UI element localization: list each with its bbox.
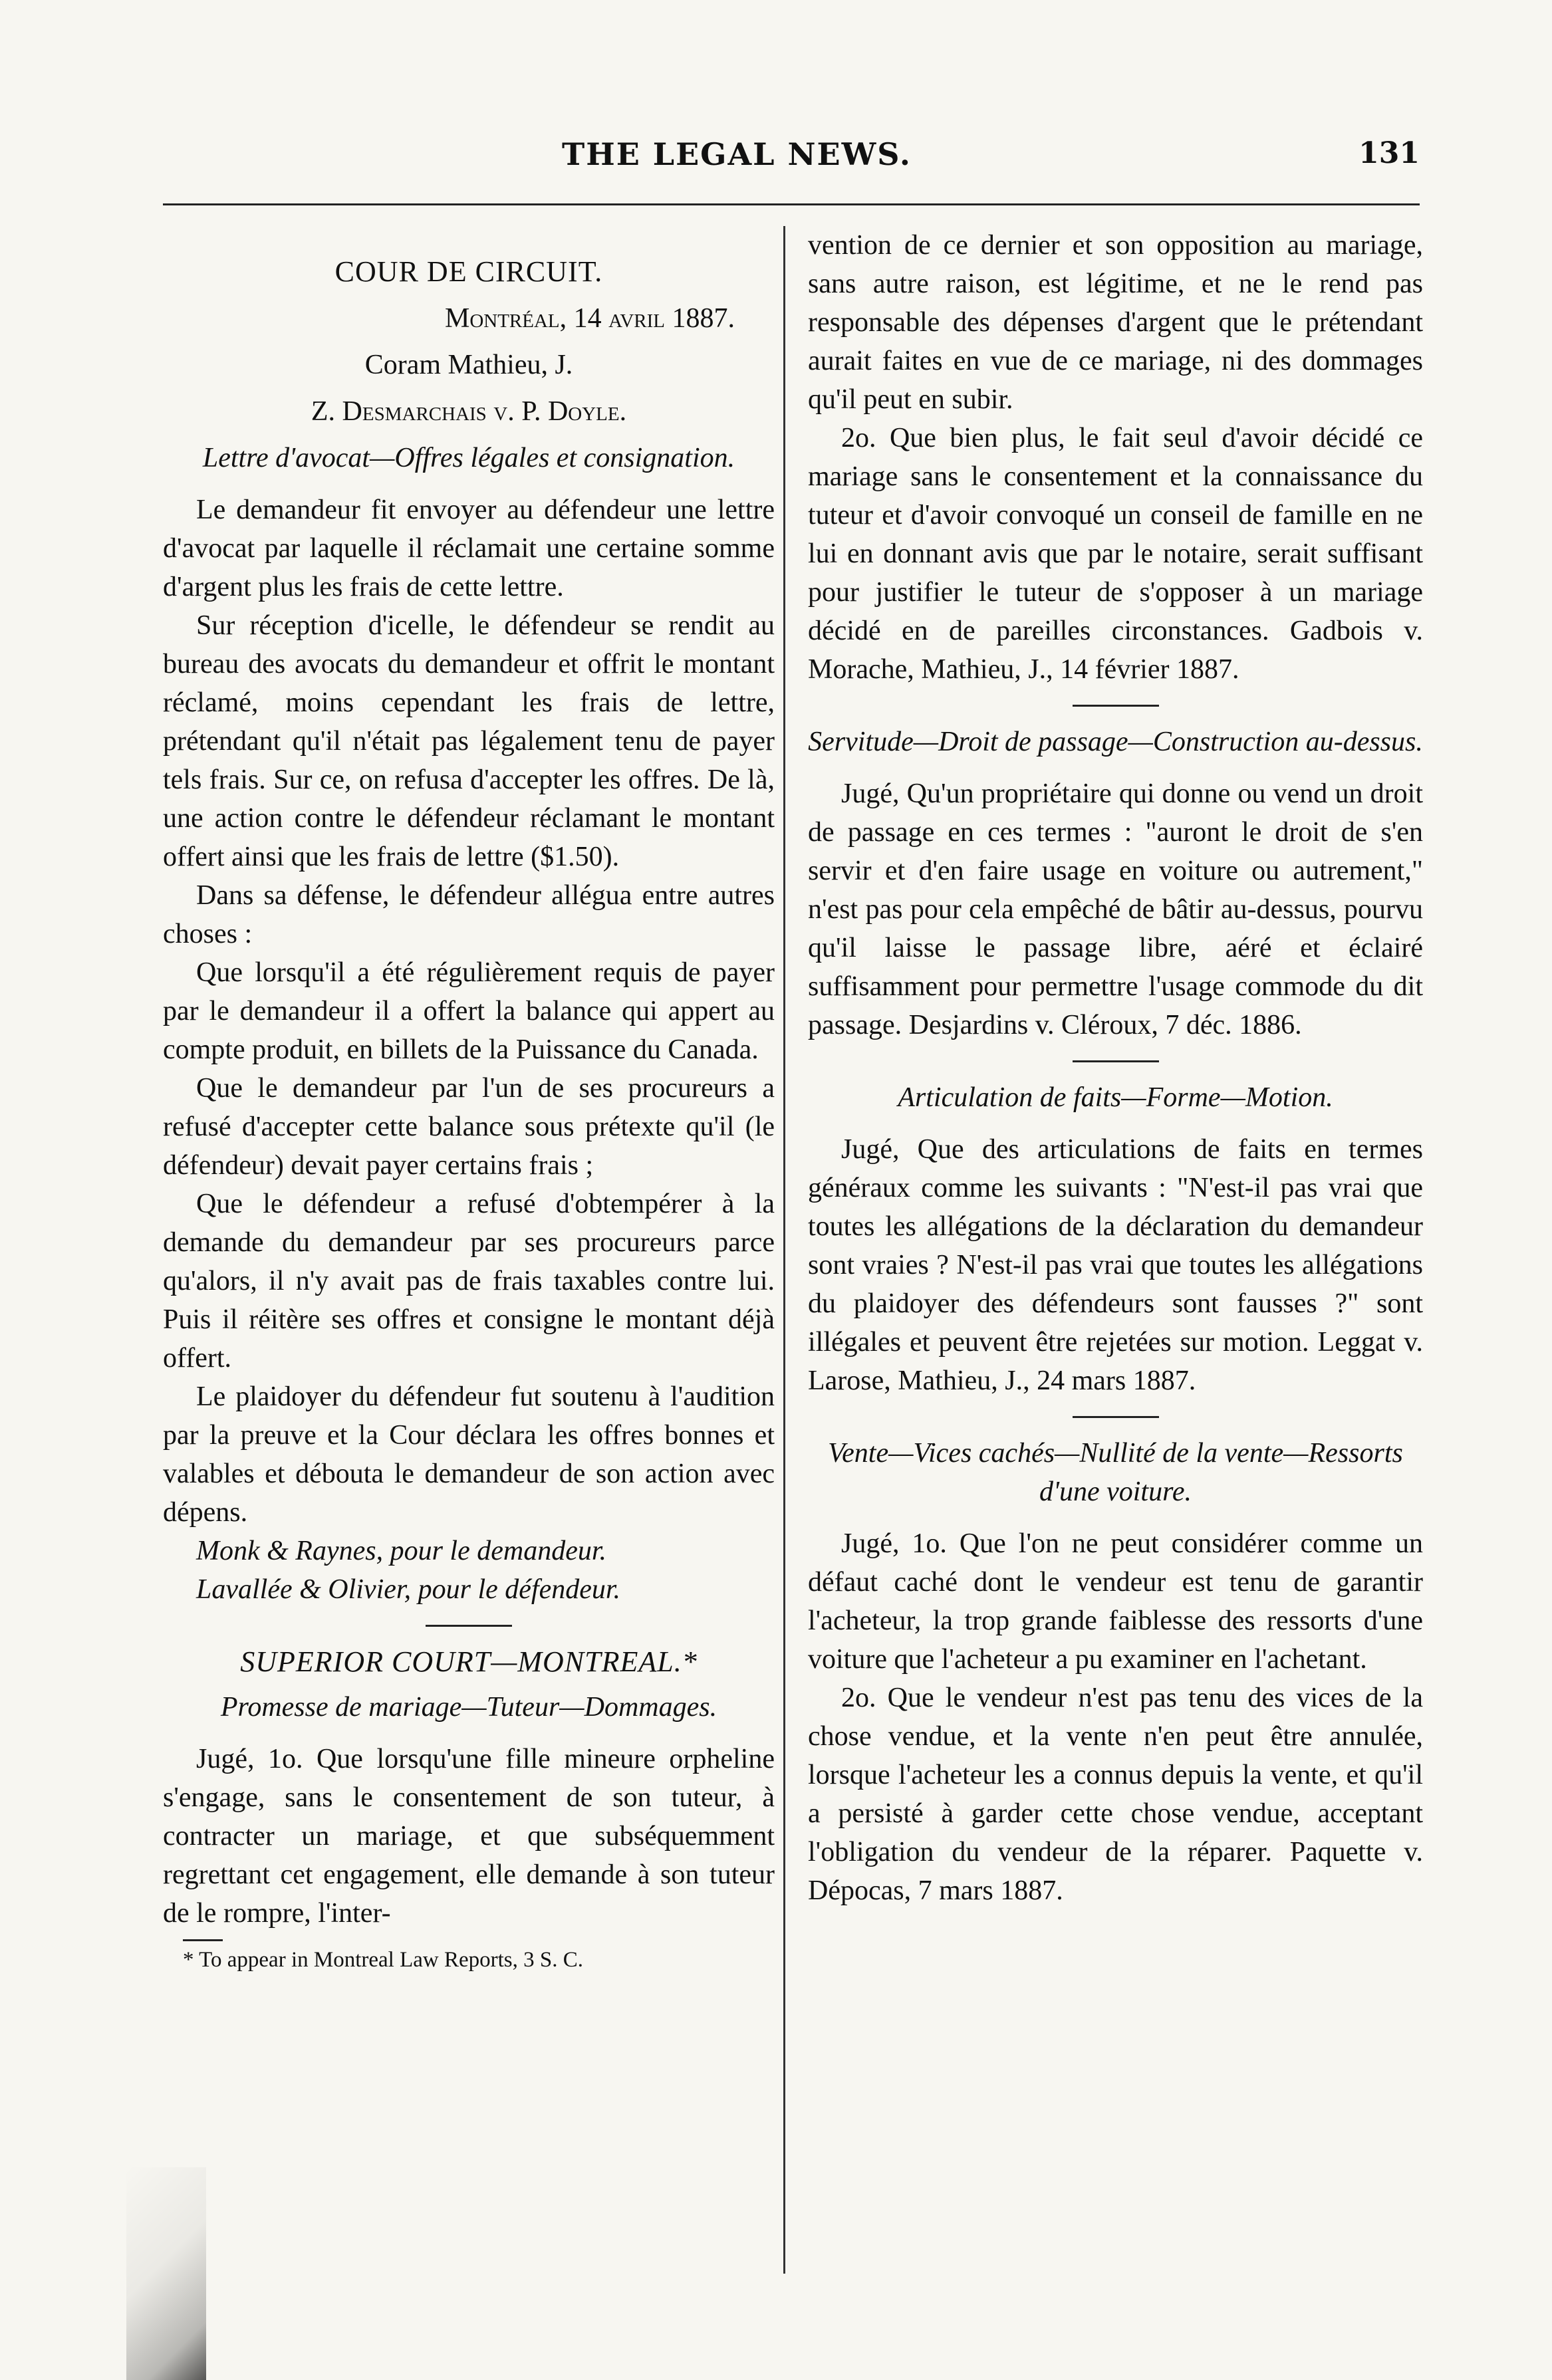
vente-subject: Vente—Vices cachés—Nullité de la vente—Ressorts d'une voiture. bbox=[828, 1438, 1403, 1507]
paragraph: Que le défendeur a refusé d'obtempérer à la demande du demandeur par ses procureurs parce qu'alors, il n'y avait pas de frais taxables contre lui. Puis il réitère ses offres et consigne le montant déjà offert. bbox=[163, 1189, 775, 1373]
parties: Z. Desmarchais v. P. Doyle. bbox=[311, 396, 627, 427]
paragraph: Que lorsqu'il a été régulièrement requis de payer par le demandeur il a offert la balance qui appert au compte produit, en billets de la Puissance du Canada. bbox=[163, 957, 775, 1065]
superior-subject: Promesse de mariage—Tuteur—Dommages. bbox=[220, 1692, 717, 1723]
court-heading: COUR DE CIRCUIT. bbox=[334, 255, 603, 288]
paragraph: 2o. Que bien plus, le fait seul d'avoir décidé ce mariage sans le consentement et la connaissance du tuteur et d'avoir convoqué un conseil de famille en ne lui en donnant avis que par le notaire, serait suffisant pour justifier le tuteur de s'opposer à un mariage décidé en de pareilles circonstances. Gadbois v. Morache, Mathieu, J., 14 février 1887. bbox=[808, 423, 1423, 685]
left-column bbox=[163, 226, 775, 1974]
counsel-line: Lavallée & Olivier, pour le défendeur. bbox=[196, 1574, 621, 1605]
paragraph: Dans sa défense, le défendeur allégua entre autres choses : bbox=[163, 880, 775, 949]
place-date: Montréal, 14 avril 1887. bbox=[444, 303, 735, 334]
page-header bbox=[163, 136, 1420, 183]
right-column bbox=[808, 226, 1423, 1910]
footnote-rule bbox=[183, 1939, 223, 1941]
case-subject: Lettre d'avocat—Offres légales et consignation. bbox=[202, 443, 735, 473]
page-number: 131 bbox=[1358, 136, 1420, 170]
superior-court-heading: SUPERIOR COURT—MONTREAL.* bbox=[240, 1645, 698, 1678]
paragraph: Jugé, 1o. Que l'on ne peut considérer comme un défaut caché dont le vendeur est tenu de garantir l'acheteur, la trop grande faiblesse des ressorts d'une voiture que l'acheteur a pu examiner en l'achetant. bbox=[808, 1528, 1423, 1675]
scan-shadow bbox=[126, 2167, 206, 2380]
column-divider bbox=[783, 226, 785, 2274]
paragraph: Le plaidoyer du défendeur fut soutenu à l'audition par la preuve et la Cour déclara les offres bonnes et valables et débouta le demandeur de son action avec dépens. bbox=[163, 1381, 775, 1528]
section-divider bbox=[426, 1625, 512, 1627]
paragraph: Sur réception d'icelle, le défendeur se rendit au bureau des avocats du demandeur et offrit le montant réclamé, moins cependant les frais de lettre, prétendant qu'il n'était pas légalement tenu de payer tels frais. Sur ce, on refusa d'accepter les offres. De là, une action contre le défendeur réclamant le montant offert ainsi que les frais de lettre ($1.50). bbox=[163, 610, 775, 872]
paragraph: vention de ce dernier et son opposition au mariage, sans autre raison, est légitime, et ne le rend pas responsable des dépenses d'argent que le prétendant aurait faites en vue de ce mariage, ni des dommages qu'il peut en subir. bbox=[808, 230, 1423, 415]
section-divider bbox=[1073, 1416, 1159, 1418]
paragraph: Jugé, 1o. Que lorsqu'une fille mineure orpheline s'engage, sans le consentement de son tuteur, à contracter un mariage, et que subséquemment regrettant cet engagement, elle demande à son tuteur de le rompre, l'inter- bbox=[163, 1744, 775, 1929]
paragraph: 2o. Que le vendeur n'est pas tenu des vices de la chose vendue, et la vente n'en peut être annulée, lorsque l'acheteur les a connus depuis la vente, et qu'il a persisté à garder cette chose vendue, acceptant l'obligation du vendeur de la réparer. Paquette v. Dépocas, 7 mars 1887. bbox=[808, 1683, 1423, 1906]
header-rule bbox=[163, 203, 1420, 205]
paragraph: Jugé, Qu'un propriétaire qui donne ou vend un droit de passage en ces termes : "auront le droit de s'en servir et d'en faire usage en voiture ou autrement," n'est pas pour cela empêché de bâtir au-dessus, pourvu qu'il laisse le passage libre, aéré et éclairé suffisamment pour permettre l'usage commode du dit passage. Desjardins v. Cléroux, 7 déc. 1886. bbox=[808, 778, 1423, 1040]
section-divider bbox=[1073, 705, 1159, 707]
paragraph: Que le demandeur par l'un de ses procureurs a refusé d'accepter cette balance sous prétexte qu'il (le défendeur) devait payer certains frais ; bbox=[163, 1073, 775, 1181]
section-divider bbox=[1073, 1060, 1159, 1062]
paragraph: Jugé, Que des articulations de faits en termes généraux comme les suivants : "N'est-il pas vrai que toutes les allégations de la déclaration du demandeur sont vraies ? N'est-il pas vrai que toutes les allégations du plaidoyer des défendeurs sont fausses ?" sont illégales et peuvent être rejetées sur motion. Leggat v. Larose, Mathieu, J., 24 mars 1887. bbox=[808, 1134, 1423, 1396]
coram: Coram Mathieu, J. bbox=[364, 350, 573, 380]
articulation-subject: Articulation de faits—Forme—Motion. bbox=[898, 1082, 1333, 1113]
running-title: THE LEGAL NEWS. bbox=[562, 136, 912, 172]
paragraph: Le demandeur fit envoyer au défendeur une lettre d'avocat par laquelle il réclamait une certaine somme d'argent plus les frais de cette lettre. bbox=[163, 495, 775, 602]
servitude-subject: Servitude—Droit de passage—Construction au-dessus. bbox=[808, 727, 1423, 757]
footnote: * To appear in Montreal Law Reports, 3 S. C. bbox=[183, 1948, 583, 1972]
counsel-line: Monk & Raynes, pour le demandeur. bbox=[196, 1536, 607, 1566]
